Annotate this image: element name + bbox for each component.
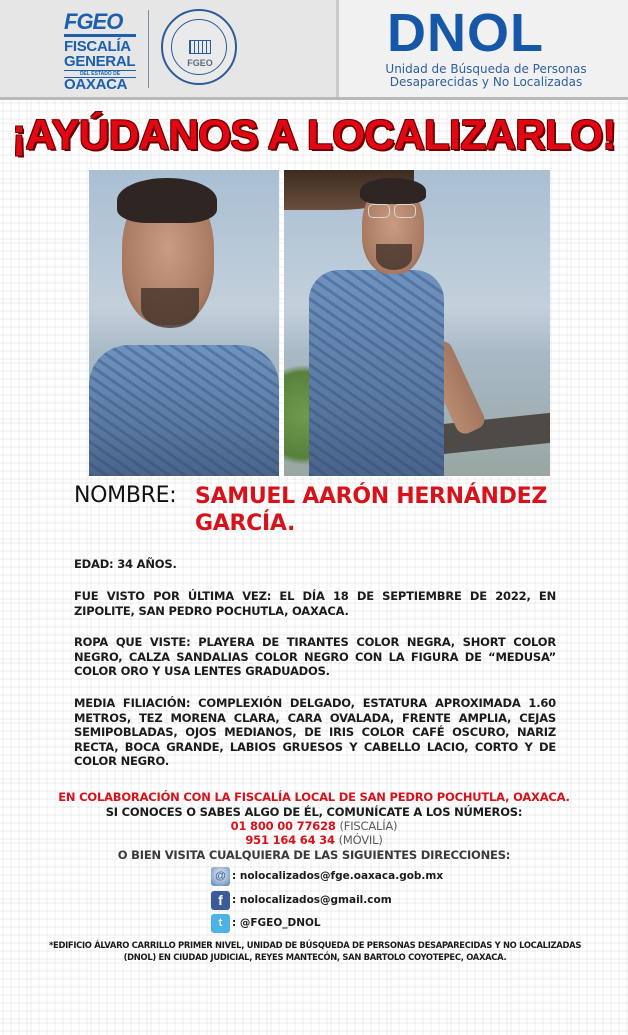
contact-facebook[interactable] (211, 890, 392, 910)
hair-shape (117, 178, 217, 223)
contact-email[interactable] (211, 866, 443, 886)
last-seen: FUE VISTO POR ÚLTIMA VEZ: EL DÍA 18 DE SEPTIEMBRE DE 2022, EN ZIPOLITE, SAN PEDRO POCHUTLA, OAXACA. (74, 589, 556, 618)
contact-twitter-value[interactable]: : @FGEO_DNOL (232, 917, 321, 929)
facebook-icon: f (211, 891, 230, 910)
dnol-title: DNOL (387, 3, 544, 63)
person-name-line2: GARCÍA. (195, 511, 296, 536)
fgeo-logo-block (0, 0, 336, 97)
beard-shape (376, 244, 412, 270)
fgeo-line-fiscalia: FISCALÍA (64, 38, 131, 55)
fgeo-line-oaxaca: OAXACA (64, 76, 128, 93)
phone-label-fiscalia: (FISCALÍA) (339, 819, 398, 833)
contact-twitter[interactable] (211, 913, 321, 933)
contact-facebook-value[interactable]: : nolocalizados@gmail.com (232, 894, 392, 906)
missing-person-photo-2 (284, 170, 550, 476)
logo-divider (148, 10, 149, 88)
beard-shape (141, 288, 199, 328)
contact-email-value[interactable]: : nolocalizados@fge.oaxaca.gob.mx (232, 870, 444, 882)
address-footnote: *EDIFICIO ÁLVARO CARRILLO PRIMER NIVEL, UNIDAD DE BÚSQUEDA DE PERSONAS DESAPARECIDAS Y NO LOCALIZADAS (DNOL) EN CIUDAD JUDICIAL, REYES MANTECÓN, SAN BARTOLO COYOTEPEC, OAXACA. (48, 940, 582, 962)
fgeo-line-general: GENERAL (64, 53, 136, 70)
shirt-shape (89, 345, 279, 476)
building-icon (189, 40, 211, 54)
page-headline: ¡AYÚDANOS A LOCALIZARLO! (12, 111, 616, 158)
dnol-subtitle-line2: Desaparecidas y No Localizadas (389, 75, 583, 89)
person-name (195, 483, 565, 537)
phone-movil (0, 833, 628, 847)
email-icon: @ (211, 867, 230, 886)
phone-number-movil[interactable]: 951 164 64 34 (245, 833, 335, 847)
fgeo-acronym: FGEO (64, 9, 123, 34)
fgeo-line-small: DEL ESTADO DE (64, 70, 136, 78)
visit-instructions: O BIEN VISITA CUALQUIERA DE LAS SIGUIENTES DIRECCIONES: (117, 848, 511, 862)
glasses-icon (394, 204, 416, 218)
person-age: EDAD: 34 AÑOS. (74, 557, 177, 571)
twitter-icon: t (211, 914, 230, 933)
header-banner (0, 0, 628, 100)
phone-label-movil: (MÓVIL) (338, 833, 383, 847)
dnol-subtitle-line1: Unidad de Búsqueda de Personas (385, 62, 587, 76)
missing-person-photo-1 (89, 170, 279, 476)
seal-label: FGEO (187, 58, 213, 68)
fgeo-rule (64, 34, 136, 37)
clothing-description: ROPA QUE VISTE: PLAYERA DE TIRANTES COLOR NEGRA, SHORT COLOR NEGRO, CALZA SANDALIAS COLOR NEGRO CON LA FIGURA DE “MEDUSA” COLOR ORO Y USA LENTES GRADUADOS. (74, 635, 556, 678)
phone-fiscalia (0, 819, 628, 833)
name-label: NOMBRE: (74, 483, 177, 508)
hair-shape (360, 178, 426, 204)
phone-number-fiscalia[interactable]: 01 800 00 77628 (230, 819, 336, 833)
shirt-shape (309, 270, 444, 476)
seal-inner-ring (171, 19, 227, 75)
physical-description: MEDIA FILIACIÓN: COMPLEXIÓN DELGADO, ESTATURA APROXIMADA 1.60 METROS, TEZ MORENA CLARA, CARA OVALADA, FRENTE AMPLIA, CEJAS SEMIPOBLADAS, OJOS MEDIANOS, DE IRIS COLOR CAFÉ OSCURO, NARIZ RECTA, BOCA GRANDE, LABIOS GRUESOS Y CABELLO LACIO, CORTO Y DE COLOR NEGRO. (74, 696, 556, 768)
call-to-action: SI CONOCES O SABES ALGO DE ÉL, COMUNÍCATE A LOS NÚMEROS: (105, 805, 523, 819)
glasses-icon (368, 204, 390, 218)
person-name-line1: SAMUEL AARÓN HERNÁNDEZ (195, 484, 547, 509)
collaboration-note: EN COLABORACIÓN CON LA FISCALÍA LOCAL DE SAN PEDRO POCHUTLA, OAXACA. (58, 790, 570, 804)
fgeo-seal-icon (161, 9, 237, 85)
